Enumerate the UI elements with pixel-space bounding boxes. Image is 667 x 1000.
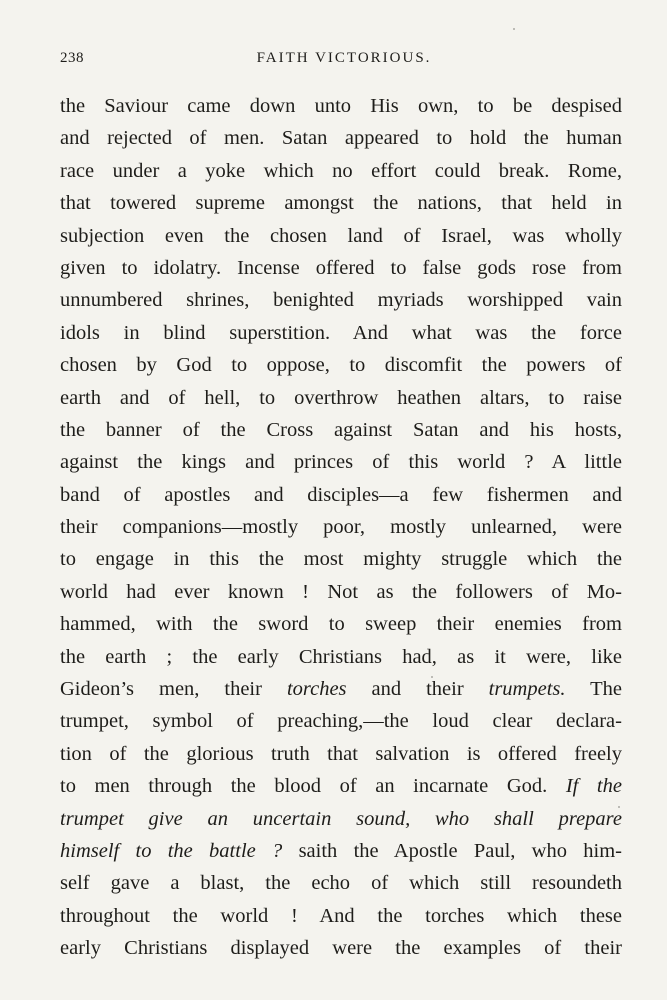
text-segment: unnumbered shrines, benighted myriads worshipped vain (60, 289, 622, 312)
text-line (60, 349, 622, 381)
text-segment: that towered supreme amongst the nations, that held in (60, 192, 622, 215)
text-line (60, 155, 622, 187)
text-line (60, 835, 622, 867)
text-line (60, 479, 622, 511)
text-segment: and their (346, 678, 489, 701)
text-segment: world had ever known ! Not as the followers of Mo- (60, 580, 622, 603)
text-segment: throughout the world ! And the torches which these (60, 904, 622, 927)
italic-text: If the (565, 775, 622, 798)
text-line (60, 382, 622, 414)
running-title: FAITH VICTORIOUS. (256, 50, 432, 66)
text-segment: chosen by God to oppose, to discomfit the powers of (60, 354, 622, 377)
text-segment: Gideon’s men, their (60, 678, 287, 701)
italic-text: torches (286, 678, 347, 701)
text-line (60, 900, 622, 932)
text-segment: race under a yoke which no effort could break. Rome, (60, 159, 622, 182)
text-line (60, 770, 622, 802)
text-segment: idols in blind superstition. And what was the force (60, 321, 622, 344)
text-line (60, 932, 622, 964)
text-line (60, 576, 622, 608)
text-segment: The (565, 678, 622, 701)
text-line (60, 414, 622, 446)
text-line (60, 608, 622, 640)
body-text (60, 90, 622, 965)
text-segment: subjection even the chosen land of Israel, was wholly (60, 224, 622, 247)
text-line (60, 122, 622, 154)
text-line (60, 187, 622, 219)
text-line (60, 543, 622, 575)
text-segment: given to idolatry. Incense offered to false gods rose from (60, 256, 622, 279)
text-segment: the banner of the Cross against Satan and his hosts, (60, 418, 622, 441)
text-line (60, 90, 622, 122)
text-segment: band of apostles and disciples—a few fishermen and (60, 483, 622, 506)
text-segment: the Saviour came down unto His own, to be despised (60, 95, 622, 117)
page-number: 238 (60, 50, 84, 66)
page-header (60, 50, 622, 74)
text-line (60, 511, 622, 543)
text-segment: the earth ; the early Christians had, as it were, like (60, 645, 622, 668)
text-segment: earth and of hell, to overthrow heathen altars, to raise (60, 386, 622, 409)
text-line (60, 220, 622, 252)
italic-text: trumpet give an uncertain sound, who shall prepare (60, 807, 622, 830)
paper-speck (431, 676, 433, 678)
text-segment: and rejected of men. Satan appeared to hold the human (60, 127, 622, 150)
paper-speck (513, 28, 515, 30)
text-segment: early Christians displayed were the examples of their (60, 937, 622, 960)
text-line (60, 673, 622, 705)
text-line (60, 446, 622, 478)
text-segment: hammed, with the sword to sweep their enemies from (60, 613, 622, 636)
text-segment: self gave a blast, the echo of which still resoundeth (60, 872, 622, 895)
text-line (60, 738, 622, 770)
italic-text: himself to the battle ? (60, 839, 283, 862)
italic-text: trumpets. (488, 678, 566, 701)
text-segment: to engage in this the most mighty struggle which the (60, 548, 622, 571)
text-segment: saith the Apostle Paul, who him- (282, 839, 622, 862)
paper-speck (618, 806, 620, 808)
text-line (60, 284, 622, 316)
text-segment: trumpet, symbol of preaching,—the loud clear declara- (60, 710, 622, 733)
text-line (60, 252, 622, 284)
text-segment: against the kings and princes of this world ? A little (60, 451, 622, 474)
text-segment: their companions—mostly poor, mostly unlearned, were (60, 516, 622, 539)
text-line (60, 803, 622, 835)
text-segment: to men through the blood of an incarnate God. (60, 775, 566, 798)
text-segment: tion of the glorious truth that salvation is offered freely (60, 742, 622, 765)
text-line (60, 705, 622, 737)
text-line (60, 641, 622, 673)
text-line (60, 867, 622, 899)
text-line (60, 317, 622, 349)
